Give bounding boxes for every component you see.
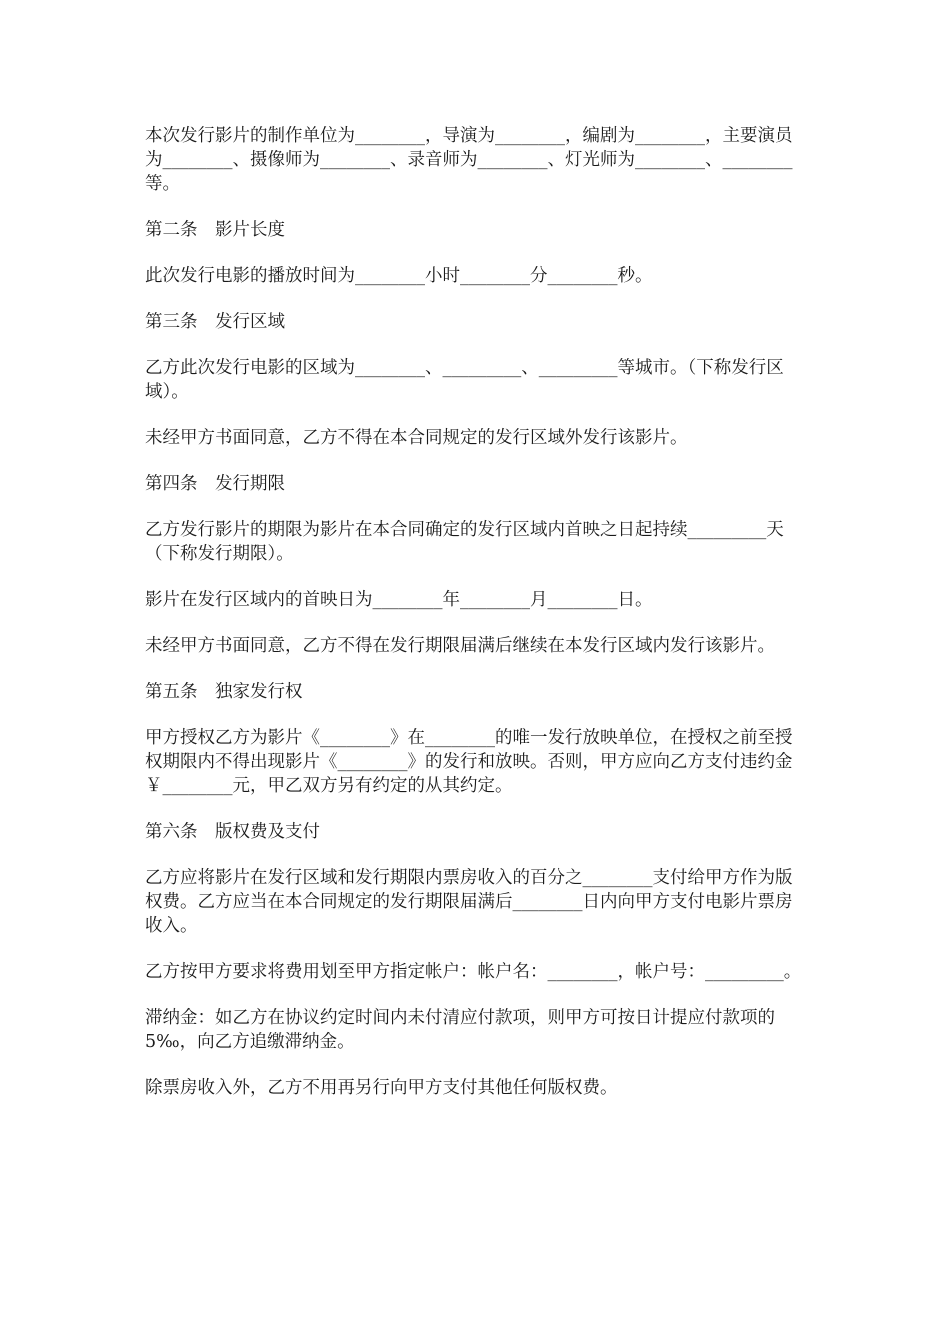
paragraph-period-restriction: 未经甲方书面同意，乙方不得在发行期限届满后继续在本发行区域内发行该影片。 — [145, 636, 775, 656]
paragraph-premiere-date: 影片在发行区域内的首映日为________年________月________日。 — [145, 590, 653, 610]
paragraph-distribution-period: 乙方发行影片的期限为影片在本合同确定的发行区域内首映之日起持续_________天（下称发行期限）。 — [145, 520, 784, 564]
paragraph-late-fee: 滞纳金：如乙方在协议约定时间内未付清应付款项，则甲方可按日计提应付款项的5‰，向乙方追缴滞纳金。 — [145, 1008, 775, 1052]
heading-article-4: 第四条 发行期限 — [145, 474, 285, 494]
paragraph-exclusive-rights: 甲方授权乙方为影片《________》在________的唯一发行放映单位，在授权之前至授权期限内不得出现影片《________》的发行和放映。否则，甲方应向乙方支付违约金￥________元，甲乙双方另有约定的从其约定。 — [145, 728, 793, 796]
heading-article-6: 第六条 版权费及支付 — [145, 822, 320, 842]
heading-article-5: 第五条 独家发行权 — [145, 682, 303, 702]
paragraph-bank-account: 乙方按甲方要求将费用划至甲方指定帐户：帐户名：________，帐户号：_________。 — [145, 962, 802, 982]
paragraph-runtime: 此次发行电影的播放时间为________小时________分________秒。 — [145, 266, 653, 286]
paragraph-production-credits: 本次发行影片的制作单位为________，导演为________，编剧为________，主要演员为________、摄像师为________、录音师为________、灯光师为________、________等。 — [145, 126, 793, 194]
paragraph-no-other-fees: 除票房收入外，乙方不用再另行向甲方支付其他任何版权费。 — [145, 1078, 618, 1098]
document-body — [145, 124, 807, 1122]
paragraph-distribution-area: 乙方此次发行电影的区域为________、_________、_________等城市。（下称发行区域）。 — [145, 358, 784, 402]
paragraph-area-restriction: 未经甲方书面同意，乙方不得在本合同规定的发行区域外发行该影片。 — [145, 428, 688, 448]
heading-article-2: 第二条 影片长度 — [145, 220, 285, 240]
heading-article-3: 第三条 发行区域 — [145, 312, 285, 332]
paragraph-royalty: 乙方应将影片在发行区域和发行期限内票房收入的百分之________支付给甲方作为版权费。乙方应当在本合同规定的发行期限届满后________日内向甲方支付电影片票房收入。 — [145, 868, 793, 936]
